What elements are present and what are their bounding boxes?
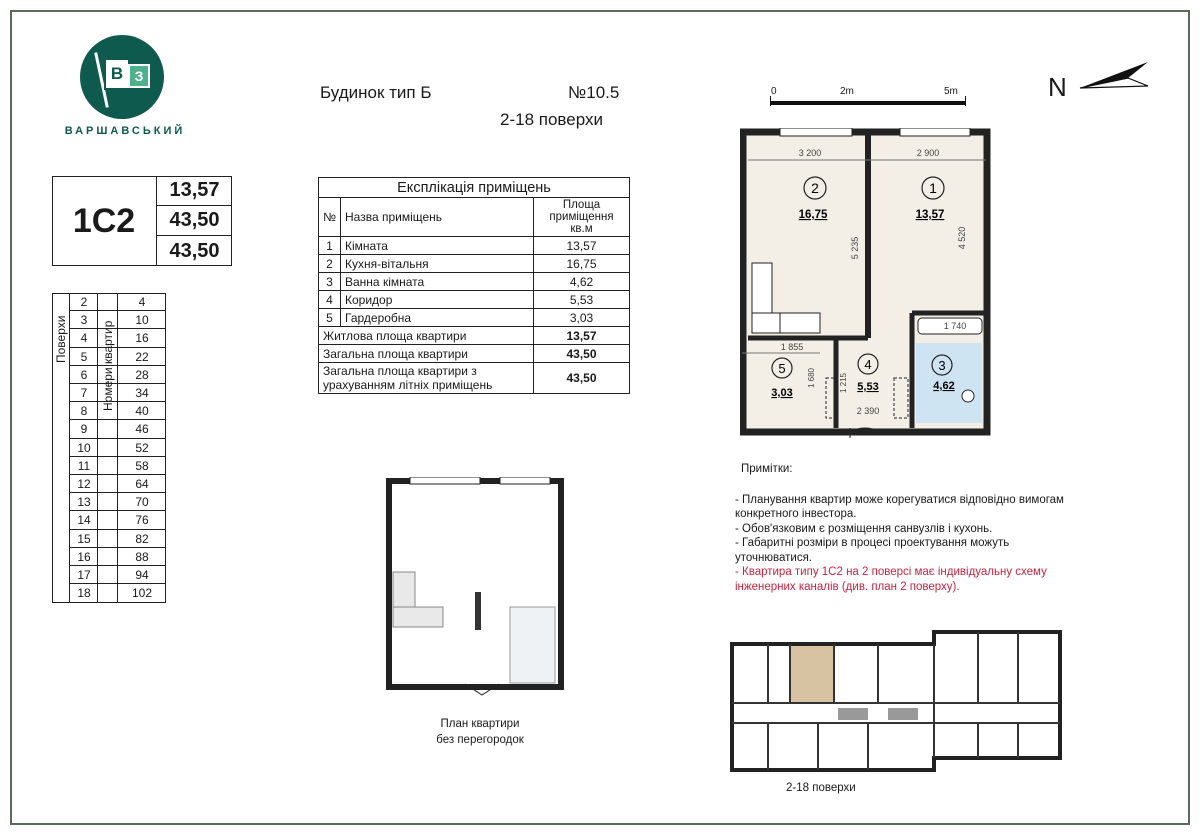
scale-bar bbox=[770, 101, 966, 105]
notes bbox=[735, 462, 1065, 594]
room-name: Коридор bbox=[341, 291, 534, 309]
total-area: 43,50 bbox=[534, 363, 630, 394]
apartment-number: 58 bbox=[135, 458, 149, 473]
apartment-number: 4 bbox=[138, 295, 146, 309]
apartment-code: 1С2 bbox=[52, 176, 157, 266]
floor-row bbox=[70, 457, 166, 475]
apartment-number: 16 bbox=[135, 331, 149, 346]
total-name: Загальна площа квартири bbox=[319, 345, 534, 363]
scale-end: 5m bbox=[944, 86, 958, 97]
open-plan bbox=[385, 477, 565, 697]
col-name-header: Назва приміщень bbox=[341, 198, 534, 237]
dimension-label: 3 200 bbox=[798, 148, 822, 158]
col-num-header: № bbox=[319, 198, 341, 237]
room-name: Кухня-вітальня bbox=[341, 255, 534, 273]
apartment-number: 46 bbox=[135, 422, 149, 437]
apartment-number: 64 bbox=[135, 477, 149, 491]
scale-mid: 2m bbox=[840, 86, 854, 97]
logo-name: ВАРШАВСЬКИЙ bbox=[64, 125, 186, 137]
scale-zero: 0 bbox=[771, 86, 777, 97]
floor-row bbox=[70, 530, 166, 548]
room-num: 3 bbox=[319, 273, 341, 291]
apartment-number: 76 bbox=[135, 513, 149, 528]
apartment-number: 70 bbox=[135, 495, 149, 510]
house-type: Будинок тип Б bbox=[320, 83, 432, 102]
floor-number: 5 bbox=[80, 349, 88, 364]
floor-row bbox=[70, 366, 166, 384]
floor-row bbox=[70, 511, 166, 529]
floor-row bbox=[70, 402, 166, 420]
apartment-number: 88 bbox=[135, 549, 149, 564]
room-area: 16,75 bbox=[534, 255, 630, 273]
area-living: 13,57 bbox=[157, 176, 232, 206]
room-area: 4,62 bbox=[933, 380, 955, 392]
floor-number: 10 bbox=[77, 440, 91, 455]
room-num: 1 bbox=[319, 237, 341, 255]
floor-row bbox=[70, 348, 166, 366]
room-num: 2 bbox=[319, 255, 341, 273]
floor-row bbox=[70, 566, 166, 584]
floor-row bbox=[70, 584, 166, 602]
area-total: 43,50 bbox=[157, 206, 232, 236]
total-area: 43,50 bbox=[534, 345, 630, 363]
notes-title: Примітки: bbox=[741, 463, 793, 475]
apartment-number: 52 bbox=[135, 440, 149, 455]
floors-col bbox=[52, 293, 70, 603]
apartments-col-label: Номери квартир bbox=[101, 320, 115, 411]
note-warning: - Квартира типу 1С2 на 2 поверсі має індивідуальну схему інженерних каналів (див. план 2 поверху). bbox=[735, 566, 1047, 593]
table-row bbox=[319, 273, 630, 291]
room-area: 5,53 bbox=[534, 291, 630, 309]
room-number: 1 bbox=[929, 180, 937, 196]
house-number: №10.5 bbox=[568, 83, 620, 102]
scale-tick bbox=[770, 96, 771, 106]
floor-row bbox=[70, 293, 166, 311]
room-number: 3 bbox=[938, 358, 946, 373]
floor-number: 8 bbox=[80, 404, 88, 419]
apartment-number: 34 bbox=[135, 386, 149, 400]
room-area: 13,57 bbox=[915, 209, 945, 221]
dimension-label: 2 900 bbox=[916, 148, 940, 158]
table-row bbox=[319, 237, 630, 255]
floors-col-label: Поверхи bbox=[54, 315, 68, 363]
table-row bbox=[319, 309, 630, 327]
floor-number: 13 bbox=[77, 495, 91, 510]
total-name: Житлова площа квартири bbox=[319, 327, 534, 345]
dimension-label: 1 215 bbox=[839, 372, 848, 394]
floor-plan-caption: 2-18 поверхи bbox=[786, 782, 856, 794]
floor-row bbox=[70, 548, 166, 566]
floor-number: 2 bbox=[80, 295, 88, 309]
room-num: 5 bbox=[319, 309, 341, 327]
room-area: 3,03 bbox=[534, 309, 630, 327]
room-num: 4 bbox=[319, 291, 341, 309]
apartment-number: 40 bbox=[135, 404, 149, 419]
floor-row bbox=[70, 329, 166, 347]
room-area: 4,62 bbox=[534, 273, 630, 291]
floor-number: 3 bbox=[80, 313, 88, 328]
apartment-number: 94 bbox=[135, 568, 149, 582]
floor-row bbox=[70, 439, 166, 457]
apartment-plan bbox=[740, 128, 992, 438]
apartment-number: 22 bbox=[135, 349, 149, 364]
room-number: 5 bbox=[778, 361, 786, 376]
floor-number: 4 bbox=[80, 331, 88, 346]
logo-letter-left: В bbox=[104, 58, 130, 90]
table-row bbox=[319, 345, 630, 363]
floors-divider bbox=[97, 293, 98, 603]
floor-number: 17 bbox=[77, 568, 91, 582]
floor-number: 14 bbox=[77, 513, 91, 528]
room-area: 5,53 bbox=[857, 381, 879, 393]
open-plan-caption-2: без перегородок bbox=[436, 734, 524, 746]
floor-number: 12 bbox=[77, 477, 91, 491]
highlighted-apartment bbox=[790, 646, 834, 704]
apartment-number: 102 bbox=[131, 586, 153, 601]
room-area: 13,57 bbox=[534, 237, 630, 255]
room-area: 16,75 bbox=[798, 209, 828, 221]
col-area-header: Площа приміщення кв.м bbox=[534, 198, 630, 237]
room-area: 3,03 bbox=[771, 387, 793, 399]
floor-row bbox=[70, 493, 166, 511]
floor-number: 11 bbox=[77, 458, 91, 473]
apartment-number: 82 bbox=[135, 531, 149, 546]
dimension-label: 2 390 bbox=[856, 406, 880, 416]
open-plan-caption-1: План квартири bbox=[440, 718, 520, 730]
total-area: 13,57 bbox=[534, 327, 630, 345]
floor-number: 9 bbox=[80, 422, 88, 437]
dimension-label: 1 855 bbox=[780, 342, 804, 352]
table-row bbox=[319, 363, 630, 394]
room-name: Кімната bbox=[341, 237, 534, 255]
area-total-summer: 43,50 bbox=[169, 239, 220, 262]
dimension-label: 1 740 bbox=[943, 321, 967, 331]
scale-tick bbox=[965, 96, 966, 106]
table-row bbox=[319, 291, 630, 309]
north-label: N bbox=[1048, 72, 1067, 102]
floor-number: 6 bbox=[80, 367, 88, 382]
room-name: Ванна кімната bbox=[341, 273, 534, 291]
north-arrow-icon bbox=[1078, 60, 1150, 94]
room-number: 4 bbox=[864, 357, 872, 372]
dimension-label: 4 520 bbox=[957, 226, 967, 250]
dimension-label: 5 235 bbox=[850, 236, 860, 260]
table-row bbox=[319, 255, 630, 273]
floor-number: 18 bbox=[77, 586, 91, 601]
explication-title: Експлікація приміщень bbox=[319, 178, 630, 198]
dimension-label: 1 680 bbox=[807, 367, 816, 389]
floor-row bbox=[70, 384, 166, 402]
logo-letter-right: З bbox=[128, 64, 150, 88]
note-item: - Планування квартир може корегуватися відповідно вимогам конкретного інвестора. bbox=[735, 493, 1064, 520]
room-name: Гардеробна bbox=[341, 309, 534, 327]
apartment-number: 10 bbox=[135, 313, 149, 328]
floor-row bbox=[70, 420, 166, 438]
table-row bbox=[319, 327, 630, 345]
note-item: - Обов'язковим є розміщення санвузлів і кухонь. bbox=[735, 522, 993, 535]
apartment-number: 28 bbox=[135, 367, 149, 382]
floor-row bbox=[70, 311, 166, 329]
floor-plan-overview bbox=[728, 628, 1064, 774]
floor-number: 15 bbox=[77, 531, 91, 546]
note-item: - Габаритні розміри в процесі проектування можуть уточнюватися. bbox=[735, 537, 1010, 564]
floor-row bbox=[70, 475, 166, 493]
room-number: 2 bbox=[811, 180, 819, 196]
total-name: Загальна площа квартири з урахуванням літніх приміщень bbox=[319, 363, 534, 394]
floor-number: 16 bbox=[77, 549, 91, 564]
floors-range: 2-18 поверхи bbox=[500, 110, 603, 129]
floor-number: 7 bbox=[80, 386, 88, 400]
explication-table bbox=[318, 177, 630, 394]
